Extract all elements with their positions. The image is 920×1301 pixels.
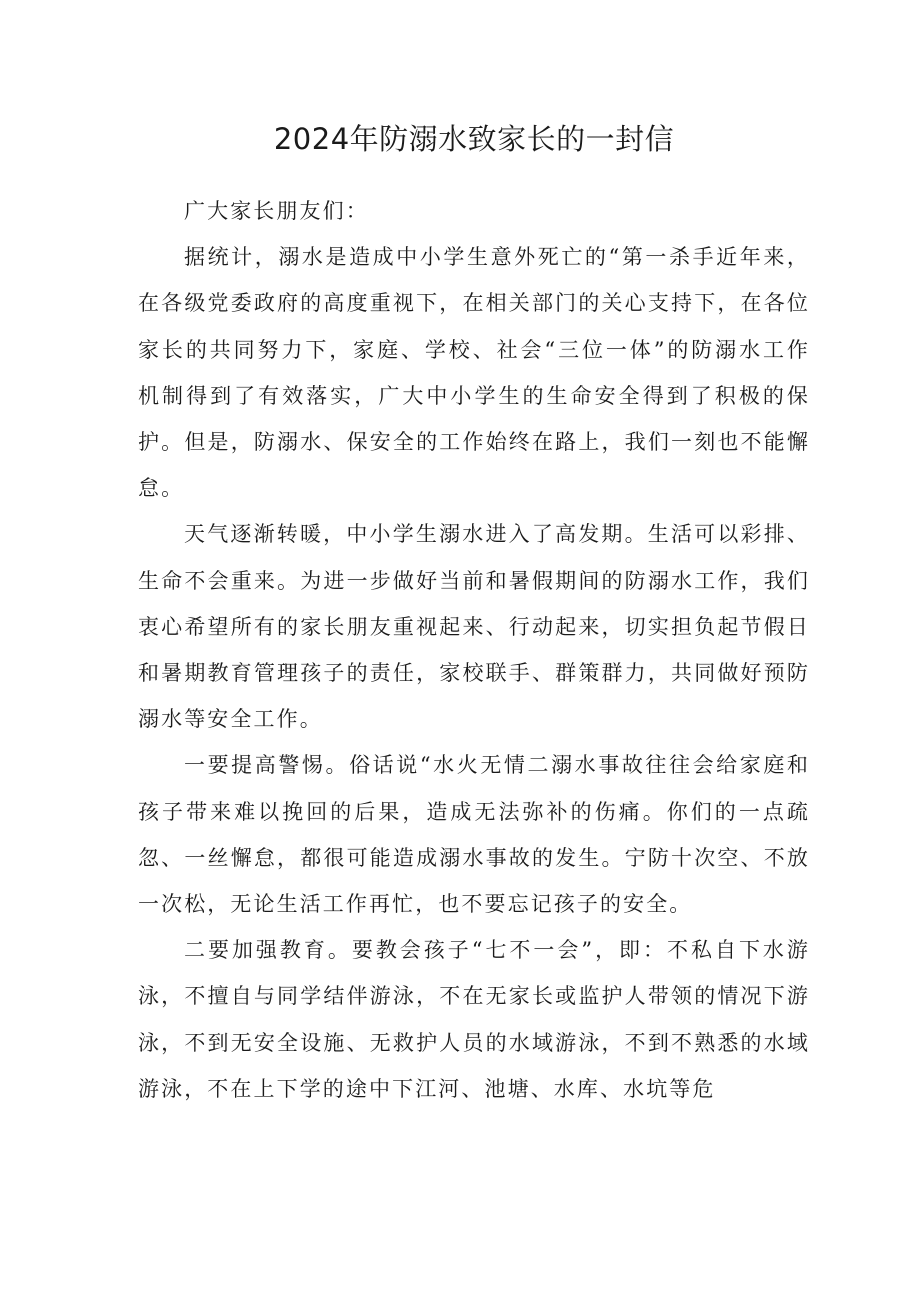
paragraph-education: 二要加强教育。要教会孩子“七不一会”，即：不私自下水游泳，不擅自与同学结伴游泳，不在无家长或监护人带领的情况下游泳，不到无安全设施、无救护人员的水域游泳，不到不熟悉的水域游泳，不在上下学的途中下江河、池塘、水库、水坑等危 bbox=[138, 938, 810, 1101]
letter-body bbox=[138, 188, 810, 1112]
paragraph-statistics: 据统计，溺水是造成中小学生意外死亡的“第一杀手近年来，在各级党委政府的高度重视下，在相关部门的关心支持下，在各位家长的共同努力下，家庭、学校、社会“三位一体”的防溺水工作机制得到了有效落实，广大中小学生的生命安全得到了积极的保护。但是，防溺水、保安全的工作始终在路上，我们一刻也不能懈怠。 bbox=[138, 245, 810, 501]
paragraph-vigilance: 一要提高警惕。俗话说“水火无情二溺水事故往往会给家庭和孩子带来难以挽回的后果，造成无法弥补的伤痛。你们的一点疏忽、一丝懈怠，都很可能造成溺水事故的发生。宁防十次空、不放一次松，无论生活工作再忙，也不要忘记孩子的安全。 bbox=[138, 753, 810, 917]
document-title: 2024年防溺水致家长的一封信 bbox=[273, 122, 675, 156]
paragraph-season: 天气逐渐转暖，中小学生溺水进入了高发期。生活可以彩排、生命不会重来。为进一步做好当前和暑假期间的防溺水工作，我们衷心希望所有的家长朋友重视起来、行动起来，切实担负起节假日和暑期教育管理孩子的责任，家校联手、群策群力，共同做好预防溺水等安全工作。 bbox=[138, 522, 810, 732]
salutation: 广大家长朋友们： bbox=[184, 199, 369, 223]
